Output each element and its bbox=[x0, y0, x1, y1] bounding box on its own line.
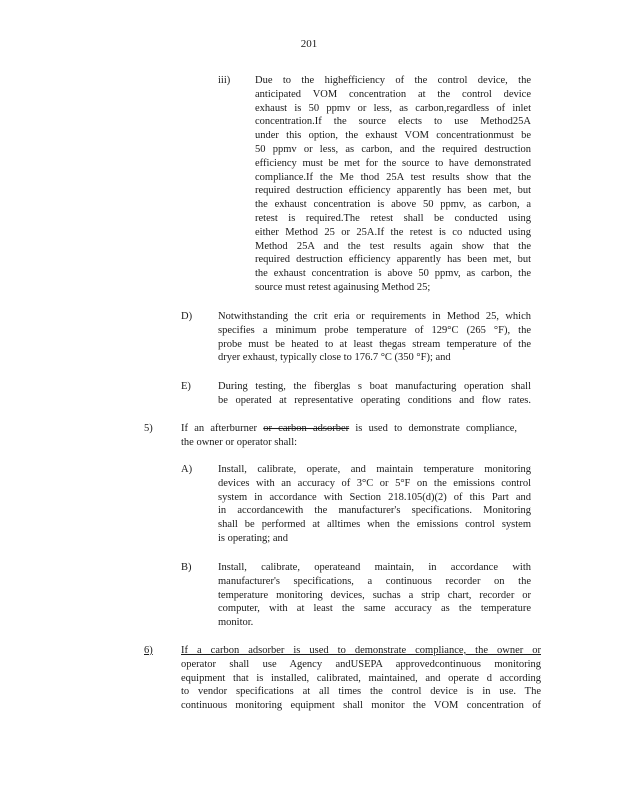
text-line: equipment that is installed, calibrated, maintained, and operate d according bbox=[181, 672, 541, 684]
text-line: Install, calibrate, operateand maintain, in accordance with bbox=[218, 562, 531, 573]
text-line: compliance.If the Me thod 25A test results show that the bbox=[255, 171, 531, 183]
text-line: Method 25A and the test results again show that the bbox=[255, 240, 531, 252]
text-line: efficiency must be met for the source to have demonstrated bbox=[255, 157, 531, 169]
text-line: anticipated VOM concentration at the control device bbox=[255, 88, 531, 100]
text-line: monitor. bbox=[218, 617, 254, 629]
text-line: continuous monitoring equipment shall monitor the VOM concentration of bbox=[181, 700, 541, 712]
subitem-B-label: B) bbox=[181, 562, 192, 573]
text-line: the exhaust concentration is above 50 ppmv, as carbon, the bbox=[255, 268, 531, 280]
text-line: specifies a minimum probe temperature of 129°C (265 °F), the bbox=[218, 324, 531, 336]
text-line: the owner or operator shall: bbox=[181, 436, 298, 448]
text-line: is operating; and bbox=[218, 532, 288, 544]
subitem-E-text bbox=[218, 380, 531, 408]
text-line: temperature monitoring devices, suchas a strip chart, recorder or bbox=[218, 589, 531, 601]
text-line: 50 ppmv or less, as carbon, and the required destruction bbox=[255, 143, 531, 155]
subitem-iii-label: iii) bbox=[218, 75, 231, 86]
item-6-label: 6) bbox=[144, 645, 153, 656]
text-line: either Method 25 or 25A.If the retest is co nducted using bbox=[255, 226, 531, 238]
text-line: retest is required.The retest shall be conducted using bbox=[255, 212, 531, 224]
text-line: system in accordance with Section 218.105(d)(2) of this Part and bbox=[218, 491, 531, 503]
struck-text: or carbon adsorber bbox=[263, 423, 350, 434]
item-5-text bbox=[181, 422, 517, 450]
item-6-text bbox=[181, 644, 541, 713]
text-line: to vendor specifications at all times the control device is in use. The bbox=[181, 686, 541, 698]
text-fragment: is used to demonstrate compliance, bbox=[355, 423, 518, 434]
text-line: required destruction efficiency apparently has been met, but bbox=[255, 254, 531, 266]
subitem-A-label: A) bbox=[181, 464, 193, 475]
text-line: devices with an accuracy of 3°C or 5°F on the emissions control bbox=[218, 477, 531, 489]
text-line: Notwithstanding the crit eria or requirements in Method 25, which bbox=[218, 311, 531, 322]
subitem-D-label: D) bbox=[181, 311, 193, 322]
text-fragment: If an afterburner bbox=[181, 423, 257, 434]
text-line bbox=[181, 422, 517, 436]
text-line: be operated at representative operating conditions and flow rates. bbox=[218, 394, 531, 406]
subitem-D-text bbox=[218, 310, 531, 365]
text-line: required destruction efficiency apparently has been met, but bbox=[255, 185, 531, 197]
item-5-label: 5) bbox=[144, 423, 153, 434]
subitem-B-text bbox=[218, 561, 531, 630]
text-line: exhaust is 50 ppmv or less, as carbon,regardless of inlet bbox=[255, 102, 531, 114]
text-line: Due to the highefficiency of the control device, the bbox=[255, 75, 531, 86]
text-line: computer, with at least the same accuracy as the temperature bbox=[218, 603, 531, 615]
subitem-A-text bbox=[218, 463, 531, 546]
text-line: dryer exhaust, typically close to 176.7 °C (350 °F); and bbox=[218, 352, 451, 364]
text-line: in accordancewith the manufacturer's specifications. Monitoring bbox=[218, 505, 531, 517]
subitem-iii-text bbox=[255, 74, 531, 295]
text-line: probe must be heated to at least thegas stream temperature of the bbox=[218, 338, 531, 350]
text-line: the exhaust concentration is above 50 ppmv, as carbon, a bbox=[255, 199, 531, 211]
text-line: During testing, the fiberglas s boat manufacturing operation shall bbox=[218, 381, 531, 392]
text-line: If a carbon adsorber is used to demonstrate compliance, the owner or bbox=[181, 645, 541, 656]
text-line: Install, calibrate, operate, and maintain temperature monitoring bbox=[218, 464, 531, 475]
text-line: shall be performed at alltimes when the emissions control system bbox=[218, 519, 531, 531]
text-line: source must retest againusing Method 25; bbox=[255, 281, 431, 293]
subitem-E-label: E) bbox=[181, 381, 191, 392]
text-line: manufacturer's specifications, a continuous recorder on the bbox=[218, 575, 531, 587]
text-line: operator shall use Agency andUSEPA approvedcontinuous monitoring bbox=[181, 658, 541, 670]
text-line: concentration.If the source elects to use Method25A bbox=[255, 116, 531, 128]
page-number: 201 bbox=[300, 38, 318, 50]
text-line: under this option, the exhaust VOM concentrationmust be bbox=[255, 130, 531, 142]
